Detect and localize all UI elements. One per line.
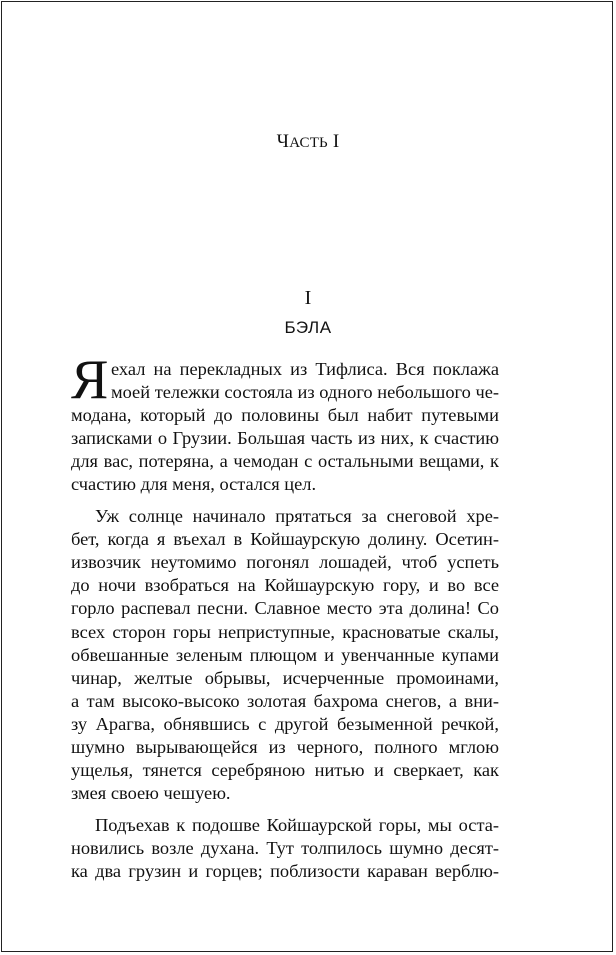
part-title: [0, 131, 616, 153]
part-label-initial: Ч: [276, 131, 290, 152]
text-line: ка два грузин и горцев; поблизости караван верблю-: [71, 860, 499, 881]
text-line: Подъехав к подошве Койшаурской горы, мы оста-: [95, 814, 499, 835]
text-line: ущелья, тянется серебряною нитью и сверкает, как: [71, 759, 499, 780]
text-line: всех сторон горы неприступные, красноватые скалы,: [71, 621, 499, 642]
text-line: бет, когда я въехал в Койшаурскую долину. Осетин-: [71, 529, 499, 550]
text-line: моей тележки состояла из одного небольшого че-: [111, 382, 499, 403]
text-line: ехал на перекладных из Тифлиса. Вся поклажа: [111, 359, 499, 379]
text-line: горло распевал песни. Славное место эта долина! Со: [71, 598, 499, 619]
text-line: змея своею чешуею.: [71, 782, 231, 803]
part-number: I: [332, 131, 340, 152]
text-line: обвешанные зеленым плющом и увенчанные купами: [71, 644, 499, 665]
text-line: для вас, потеряна, а чемодан с остальными вещами, к: [71, 451, 499, 472]
text-line: записками о Грузии. Большая часть из них, к счастию: [71, 428, 499, 449]
text-line: счастию для меня, остался цел.: [71, 474, 317, 495]
text-line: новились возле духана. Тут толпилось шумно десят-: [71, 837, 499, 858]
part-label-rest: АСТЬ: [289, 135, 328, 151]
text-line: извозчик неутомимо погонял лошадей, чтоб успеть: [71, 552, 499, 573]
text-line: зу Арагва, обнявшись с другой безыменной речкой,: [71, 713, 499, 734]
text-line: а там высоко-высоко золотая бахрома снегов, а вни-: [71, 690, 499, 711]
text-line: Уж солнце начинало прятаться за снеговой хре-: [95, 506, 499, 527]
chapter-number: I: [304, 287, 312, 309]
chapter-title: БЭЛА: [284, 318, 332, 337]
text-line: чинар, желтые обрывы, исчерченные промоинами,: [71, 667, 499, 688]
text-line: модана, который до половины был набит путевыми: [71, 405, 499, 426]
drop-cap: Я: [71, 349, 109, 411]
text-line: шумно вырывающейся из черного, полного мглою: [71, 736, 499, 757]
text-line: до ночи взобраться на Койшаурскую гору, и во все: [71, 575, 499, 596]
body-text: [71, 349, 499, 883]
